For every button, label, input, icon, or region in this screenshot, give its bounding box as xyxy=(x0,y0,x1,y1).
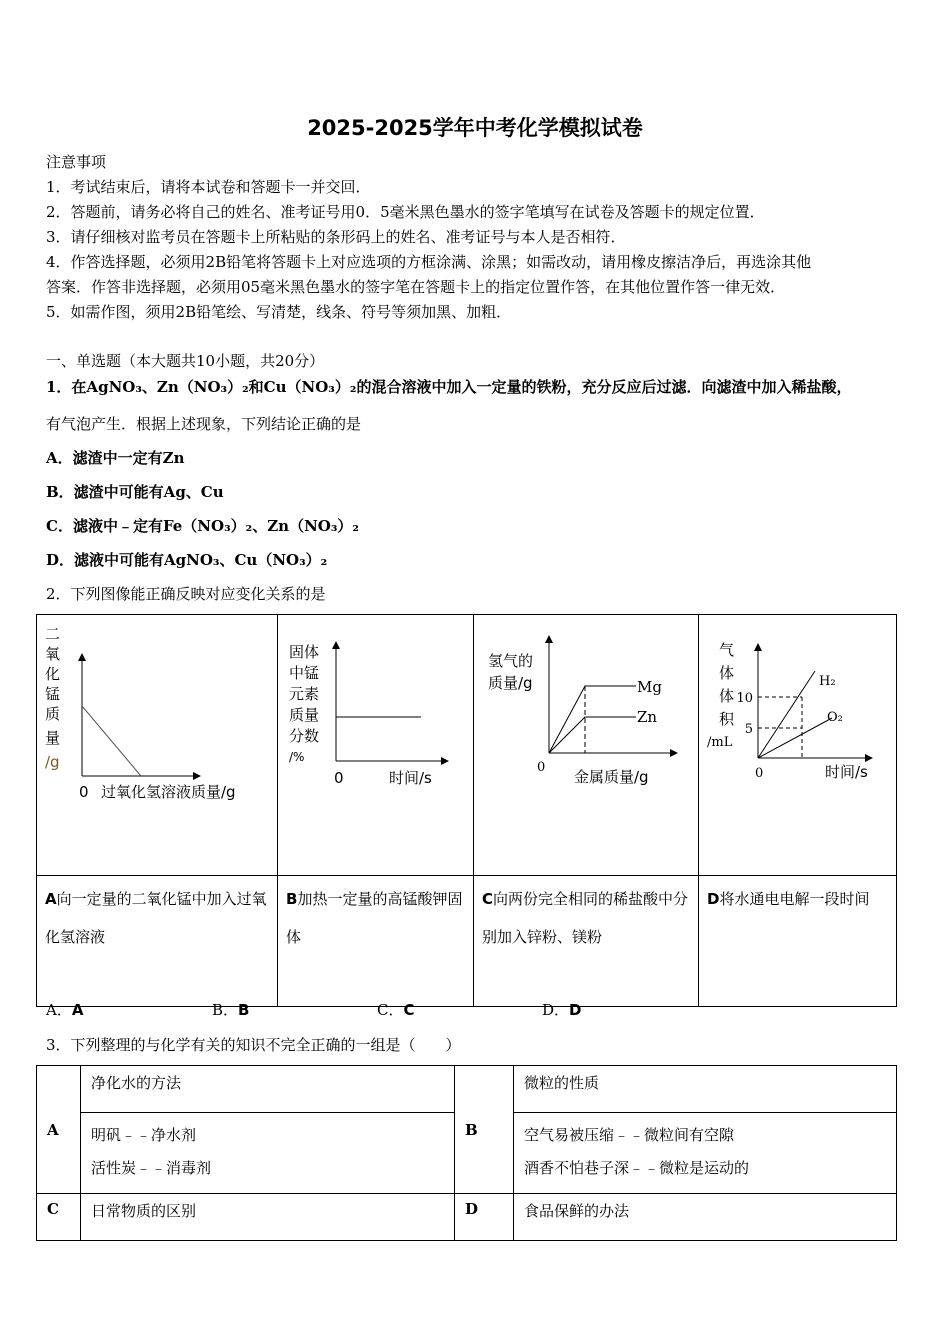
cell-heading-d: 食品保鲜的办法 xyxy=(514,1194,897,1241)
series-line-o2 xyxy=(758,718,832,758)
note-item: 1．考试结束后，请将本试卷和答题卡一并交回． xyxy=(46,178,371,196)
q1-stem: 1．在AgNO₃、Zn（NO₃）₂和Cu（NO₃）₂的混合溶液中加入一定量的铁粉，充分反应后过滤．向滤渣中加入稀盐酸， xyxy=(46,378,852,396)
caption-text: 向一定量的二氧化锰中加入过氧化氢溶液 xyxy=(45,890,267,946)
note-item: 4．作答选择题，必须用2B铅笔将答题卡上对应选项的方框涂满、涂黑；如需改动，请用橡皮擦洁净后，再选涂其他 xyxy=(46,253,812,271)
origin-label: 0 xyxy=(537,760,546,775)
q2-answer-d[interactable]: D．D xyxy=(542,1001,582,1019)
q2-answer-c[interactable]: C．C xyxy=(377,1001,415,1019)
caption-text: 向两份完全相同的稀盐酸中分别加入锌粉、镁粉 xyxy=(482,890,689,946)
y-label-char: 化 xyxy=(45,665,61,683)
y-label-char: 氧 xyxy=(45,645,61,663)
y-label-char: 锰 xyxy=(45,685,61,703)
caption-c xyxy=(474,876,699,1007)
x-label: 过氧化氢溶液质量/g xyxy=(101,783,236,801)
graph-d xyxy=(699,615,896,871)
y-label-line: 分数 xyxy=(289,727,320,745)
y-label-char: 积 xyxy=(719,710,735,728)
row-label-d: D xyxy=(455,1194,514,1241)
content-line: 酒香不怕巷子深﹣﹣微粒是运动的 xyxy=(524,1159,750,1177)
y-label-char: 质 xyxy=(45,705,61,723)
caption-d xyxy=(699,876,897,1007)
content-line: 空气易被压缩﹣﹣微粒间有空隙 xyxy=(524,1126,735,1144)
y-label-line: 中锰 xyxy=(289,664,320,682)
y-label-char: 体 xyxy=(719,664,735,682)
origin-label: 0 xyxy=(79,783,89,801)
legend-zn: Zn xyxy=(637,708,658,726)
series-line-h2 xyxy=(758,671,815,758)
caption-letter: B xyxy=(286,890,298,908)
caption-letter: C xyxy=(482,890,494,908)
cell-heading-b: 微粒的性质 xyxy=(514,1066,897,1113)
legend-h2: H₂ xyxy=(819,674,836,689)
page-title: 2025-2025学年中考化学模拟试卷 xyxy=(307,116,643,140)
y-label-line: 氢气的 xyxy=(488,652,534,670)
q2-stem: 2．下列图像能正确反映对应变化关系的是 xyxy=(46,585,326,603)
note-item: 3．请仔细核对监考员在答题卡上所粘贴的条形码上的姓名、准考证号与本人是否相符． xyxy=(46,228,626,246)
caption-b xyxy=(278,876,474,1007)
y-label-line: 质量/g xyxy=(488,674,533,692)
q2-answer-a[interactable]: A．A xyxy=(46,1001,84,1019)
caption-a xyxy=(37,876,278,1007)
y-label-char: 气 xyxy=(719,641,735,659)
content-line: 活性炭﹣﹣消毒剂 xyxy=(91,1159,212,1177)
cell-content-a xyxy=(81,1113,455,1194)
series-line xyxy=(82,706,141,776)
series-line-mg xyxy=(549,686,636,753)
y-label-unit: /mL xyxy=(707,735,733,750)
notes-heading: 注意事项 xyxy=(46,153,107,171)
note-item: 答案．作答非选择题，必须用05毫米黑色墨水的签字笔在答题卡上的指定位置作答，在其他位置作答一律无效． xyxy=(46,278,786,296)
section-heading: 一、单选题（本大题共10小题，共20分） xyxy=(46,352,325,370)
cell-content-b xyxy=(514,1113,897,1194)
row-label-c: C xyxy=(37,1194,81,1241)
q2-graph-table xyxy=(36,614,897,1007)
note-item: 2．答题前，请务必将自己的姓名、准考证号用0．5毫米黑色墨水的签字笔填写在试卷及答题卡的规定位置． xyxy=(46,203,765,221)
graph-cell-d xyxy=(699,615,897,876)
cell-heading-c: 日常物质的区别 xyxy=(81,1194,455,1241)
cell-heading-a: 净化水的方法 xyxy=(81,1066,455,1113)
row-label-a: A xyxy=(37,1066,81,1194)
origin-label: 0 xyxy=(755,766,764,781)
y-label-unit: /% xyxy=(289,750,305,764)
y-label-line: 固体 xyxy=(289,643,320,661)
graph-c xyxy=(474,615,698,871)
caption-text: 将水通电电解一段时间 xyxy=(719,890,870,908)
y-label-line: 质量 xyxy=(289,706,320,724)
y-label-unit: /g xyxy=(45,753,60,771)
x-label: 时间/s xyxy=(825,763,868,781)
q1-option-a[interactable]: A．滤渣中一定有Zn xyxy=(46,449,185,467)
y-label-char: 量 xyxy=(45,729,61,747)
q3-table xyxy=(36,1065,897,1241)
y-label-char: 体 xyxy=(719,687,735,705)
graph-cell-b xyxy=(278,615,474,876)
q3-stem: 3．下列整理的与化学有关的知识不完全正确的一组是（ ） xyxy=(46,1036,461,1054)
q1-option-d[interactable]: D．滤液中可能有AgNO₃、Cu（NO₃）₂ xyxy=(46,551,328,569)
y-label-char: 二 xyxy=(45,625,61,643)
y-label-line: 元素 xyxy=(289,685,320,703)
row-label-b: B xyxy=(455,1066,514,1194)
legend-mg: Mg xyxy=(637,678,662,696)
q1-option-b[interactable]: B．滤渣中可能有Ag、Cu xyxy=(46,483,224,501)
graph-a xyxy=(37,615,277,871)
x-label: 金属质量/g xyxy=(574,768,649,786)
series-line-zn xyxy=(549,717,636,753)
tick-label: 5 xyxy=(744,722,753,737)
caption-letter: D xyxy=(707,890,720,908)
caption-text: 加热一定量的高锰酸钾固体 xyxy=(286,890,463,946)
caption-letter: A xyxy=(45,890,57,908)
q1-stem-cont: 有气泡产生．根据上述现象，下列结论正确的是 xyxy=(46,415,362,433)
note-item: 5．如需作图，须用2B铅笔绘、写清楚，线条、符号等须加黑、加粗． xyxy=(46,303,512,321)
graph-cell-a xyxy=(37,615,278,876)
x-label: 时间/s xyxy=(389,769,432,787)
graph-cell-c xyxy=(474,615,699,876)
q2-answer-b[interactable]: B．B xyxy=(212,1001,250,1019)
legend-o2: O₂ xyxy=(827,710,843,725)
content-line: 明矾﹣﹣净水剂 xyxy=(91,1126,197,1144)
q1-option-c[interactable]: C．滤液中﹣定有Fe（NO₃）₂、Zn（NO₃）₂ xyxy=(46,517,360,535)
tick-label: 10 xyxy=(736,691,753,706)
graph-b xyxy=(278,615,473,871)
origin-label: 0 xyxy=(334,769,344,787)
